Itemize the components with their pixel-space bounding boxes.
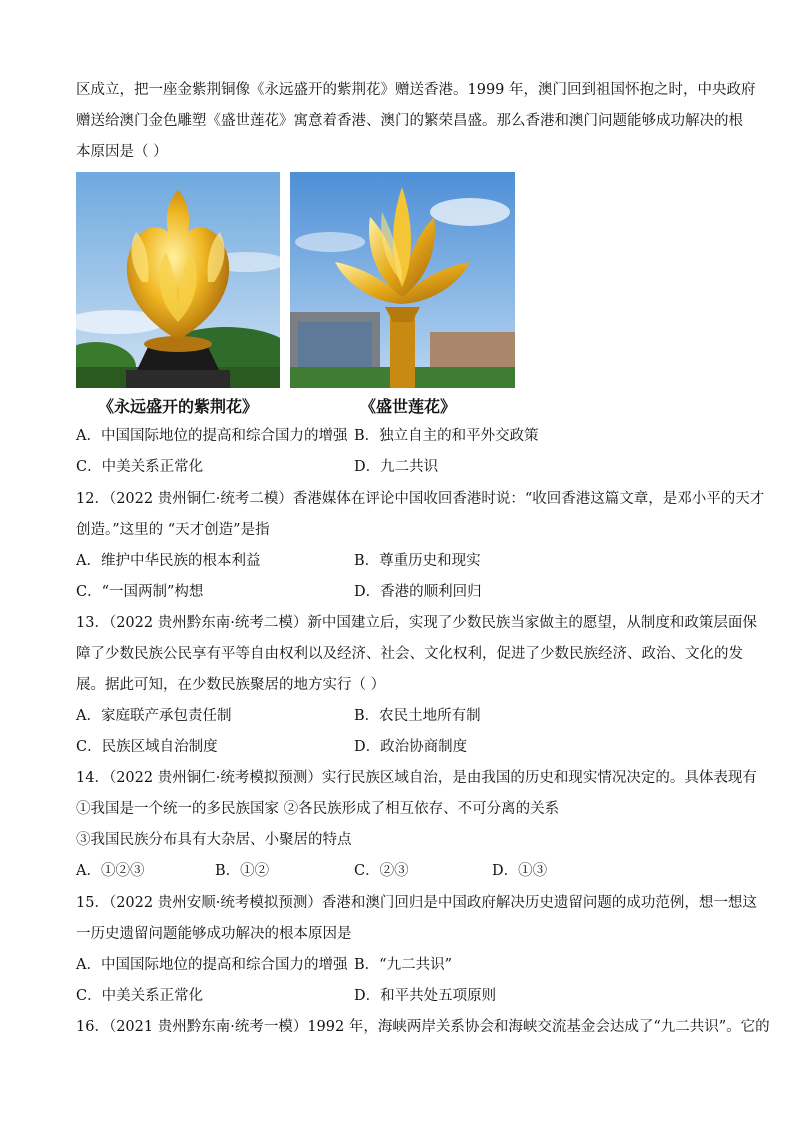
q14-option-d: D．①③ [492,863,548,879]
q12-option-d: D．香港的顺利回归 [354,584,482,600]
q11-option-a: A．中国国际地位的提高和综合国力的增强 [76,428,348,444]
q13-stem-line-1: 13．（2022 贵州黔东南·统考二模）新中国建立后，实现了少数民族当家做主的愿望，从制度和政策层面保 [76,615,757,631]
q13-stem-line-2: 障了少数民族公民享有平等自由权利以及经济、社会、文化权利，促进了少数民族经济、政治、文化的发 [76,646,743,662]
q14-option-a: A．①②③ [76,863,145,879]
q14-option-c: C．②③ [354,863,409,879]
q15-option-c: C．中美关系正常化 [76,988,204,1004]
q12-option-a: A．维护中华民族的根本利益 [76,553,261,569]
lotus-sculpture-image [290,172,515,388]
q11-option-c: C．中美关系正常化 [76,459,204,475]
q12-stem-line-1: 12．（2022 贵州铜仁·统考二模）香港媒体在评论中国收回香港时说：“收回香港这篇文章，是邓小平的天才 [76,491,765,507]
q11-option-b: B．独立自主的和平外交政策 [354,428,539,444]
q13-option-b: B．农民土地所有制 [354,708,481,724]
q14-stem-line-3: ③我国民族分布具有大杂居、小聚居的特点 [76,832,352,848]
image-caption-lotus: 《盛世莲花》 [360,397,457,416]
q15-option-b: B．“九二共识” [354,957,452,973]
passage-line-1: 区成立，把一座金紫荆铜像《永远盛开的紫荆花》赠送香港。1999 年，澳门回到祖国怀抱之时，中央政府 [76,82,756,98]
q12-option-c: C．“一国两制”构想 [76,584,204,600]
q12-option-b: B．尊重历史和现实 [354,553,481,569]
bauhinia-sculpture-image [76,172,280,388]
q14-stem-line-1: 14．（2022 贵州铜仁·统考模拟预测）实行民族区域自治，是由我国的历史和现实情况决定的。具体表现有 [76,770,757,786]
q14-option-b: B．①② [215,863,270,879]
q13-option-c: C．民族区域自治制度 [76,739,218,755]
q16-stem-line-1: 16．（2021 贵州黔东南·统考一模）1992 年，海峡两岸关系协会和海峡交流基金会达成了“九二共识”。它的 [76,1019,770,1035]
q14-stem-line-2: ①我国是一个统一的多民族国家 ②各民族形成了相互依存、不可分离的关系 [76,801,560,817]
q11-option-d: D．九二共识 [354,459,439,475]
q15-option-d: D．和平共处五项原则 [354,988,497,1004]
q13-option-d: D．政治协商制度 [354,739,468,755]
passage-line-3: 本原因是（ ） [76,144,168,160]
passage-line-2: 赠送给澳门金色雕塑《盛世莲花》寓意着香港、澳门的繁荣昌盛。那么香港和澳门问题能够成功解决的根 [76,113,743,129]
image-caption-bauhinia: 《永远盛开的紫荆花》 [98,397,259,416]
q15-stem-line-1: 15．（2022 贵州安顺·统考模拟预测）香港和澳门回归是中国政府解决历史遗留问题的成功范例，想一想这 [76,895,757,911]
q13-stem-line-3: 展。据此可知，在少数民族聚居的地方实行（ ） [76,677,386,693]
q15-stem-line-2: 一历史遗留问题能够成功解决的根本原因是 [76,926,352,942]
q13-option-a: A．家庭联产承包责任制 [76,708,232,724]
q12-stem-line-2: 创造。”这里的 “天才创造”是指 [76,522,270,538]
q15-option-a: A．中国国际地位的提高和综合国力的增强 [76,957,348,973]
